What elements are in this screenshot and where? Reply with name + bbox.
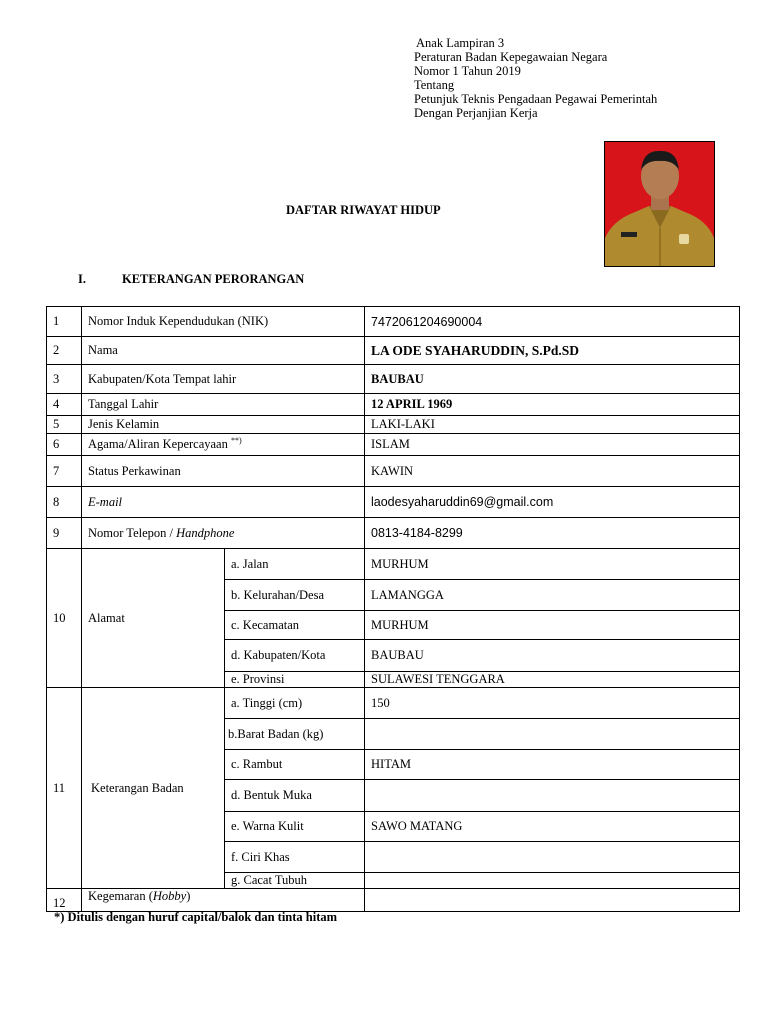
sub-label: c. Rambut <box>225 750 365 780</box>
sub-label: b.Barat Badan (kg) <box>225 719 365 750</box>
sub-label: d. Kabupaten/Kota <box>225 640 365 672</box>
header-line: Peraturan Badan Kepegawaian Negara <box>414 49 608 64</box>
table-row <box>47 307 740 337</box>
body-description-label: Keterangan Badan <box>82 688 225 889</box>
row-label <box>82 487 365 518</box>
row-number: 7 <box>47 456 82 487</box>
row-label <box>82 889 365 912</box>
section-title: KETERANGAN PERORANGAN <box>122 272 305 286</box>
table-row <box>47 518 740 549</box>
table-row <box>47 456 740 487</box>
header-line: Tentang <box>414 77 455 92</box>
sub-label: b. Kelurahan/Desa <box>225 580 365 611</box>
sub-label: e. Provinsi <box>225 672 365 688</box>
distinct-mark-value <box>365 842 740 873</box>
row-label: Nama <box>82 337 365 365</box>
row-label: Nomor Induk Kependudukan (NIK) <box>82 307 365 337</box>
religion-label: Agama/Aliran Kepercayaan <box>88 437 228 452</box>
hobby-value <box>365 889 740 912</box>
row-number: 2 <box>47 337 82 365</box>
row-number: 5 <box>47 416 82 434</box>
nik-value: 7472061204690004 <box>365 307 740 337</box>
weight-value <box>365 719 740 750</box>
religion-value: ISLAM <box>365 434 740 456</box>
header-line: Anak Lampiran 3 <box>416 36 505 50</box>
personal-info-table <box>46 306 740 912</box>
row-number: 10 <box>47 549 82 688</box>
phone-label: Nomor Telepon / <box>88 525 177 540</box>
address-label: Alamat <box>82 549 225 688</box>
sub-label: f. Ciri Khas <box>225 842 365 873</box>
phone-label-italic: Handphone <box>176 525 235 540</box>
row-number: 11 <box>47 688 82 889</box>
district-value: MURHUM <box>365 611 740 640</box>
row-label: Status Perkawinan <box>82 456 365 487</box>
sub-label: e. Warna Kulit <box>225 812 365 842</box>
marital-status-value: KAWIN <box>365 456 740 487</box>
street-value: MURHUM <box>365 549 740 580</box>
hair-value: HITAM <box>365 750 740 780</box>
table-row <box>47 487 740 518</box>
birthdate-value: 12 APRIL 1969 <box>365 394 740 416</box>
birthplace-value: BAUBAU <box>365 365 740 394</box>
row-label: Jenis Kelamin <box>82 416 365 434</box>
table-row <box>47 416 740 434</box>
row-number: 3 <box>47 365 82 394</box>
name-value: LA ODE SYAHARUDDIN, S.Pd.SD <box>365 337 740 365</box>
email-value: laodesyaharuddin69@gmail.com <box>365 487 740 518</box>
row-number: 8 <box>47 487 82 518</box>
header-line: Nomor 1 Tahun 2019 <box>414 63 521 78</box>
sub-label: a. Jalan <box>225 549 365 580</box>
sub-label: d. Bentuk Muka <box>225 780 365 812</box>
email-label: E-mail <box>88 494 123 509</box>
sub-label: a. Tinggi (cm) <box>225 688 365 719</box>
table-row <box>47 889 740 912</box>
row-number: 4 <box>47 394 82 416</box>
profile-photo <box>604 141 715 267</box>
header-line: Dengan Perjanjian Kerja <box>414 105 538 120</box>
face-shape-value <box>365 780 740 812</box>
row-number: 9 <box>47 518 82 549</box>
header-line: Petunjuk Teknis Pengadaan Pegawai Pemerintah <box>414 91 658 106</box>
table-row <box>47 434 740 456</box>
row-label <box>82 434 365 456</box>
table-row <box>47 549 740 580</box>
sub-label: c. Kecamatan <box>225 611 365 640</box>
hobby-label-italic: Hobby <box>152 889 187 903</box>
row-number: 12 <box>47 889 82 912</box>
hobby-label-end: ) <box>186 889 191 903</box>
footnote: *) Ditulis dengan huruf capital/balok dan tinta hitam <box>54 910 338 924</box>
village-value: LAMANGGA <box>365 580 740 611</box>
table-row <box>47 688 740 719</box>
table-row <box>47 394 740 416</box>
row-label <box>82 518 365 549</box>
row-number: 6 <box>47 434 82 456</box>
row-number: 1 <box>47 307 82 337</box>
skin-color-value: SAWO MATANG <box>365 812 740 842</box>
sub-label: g. Cacat Tubuh <box>225 873 365 889</box>
document-title: DAFTAR RIWAYAT HIDUP <box>286 203 441 217</box>
row-label: Tanggal Lahir <box>82 394 365 416</box>
height-value: 150 <box>365 688 740 719</box>
province-value: SULAWESI TENGGARA <box>365 672 740 688</box>
document-header <box>414 37 657 120</box>
table-row <box>47 365 740 394</box>
footnote-marker: **) <box>230 436 242 446</box>
city-value: BAUBAU <box>365 640 740 672</box>
table-row <box>47 337 740 365</box>
row-label: Kabupaten/Kota Tempat lahir <box>82 365 365 394</box>
section-number: I. <box>78 272 86 286</box>
disability-value <box>365 873 740 889</box>
gender-value: LAKI-LAKI <box>365 416 740 434</box>
phone-value: 0813-4184-8299 <box>365 518 740 549</box>
hobby-label: Kegemaran ( <box>88 889 153 903</box>
